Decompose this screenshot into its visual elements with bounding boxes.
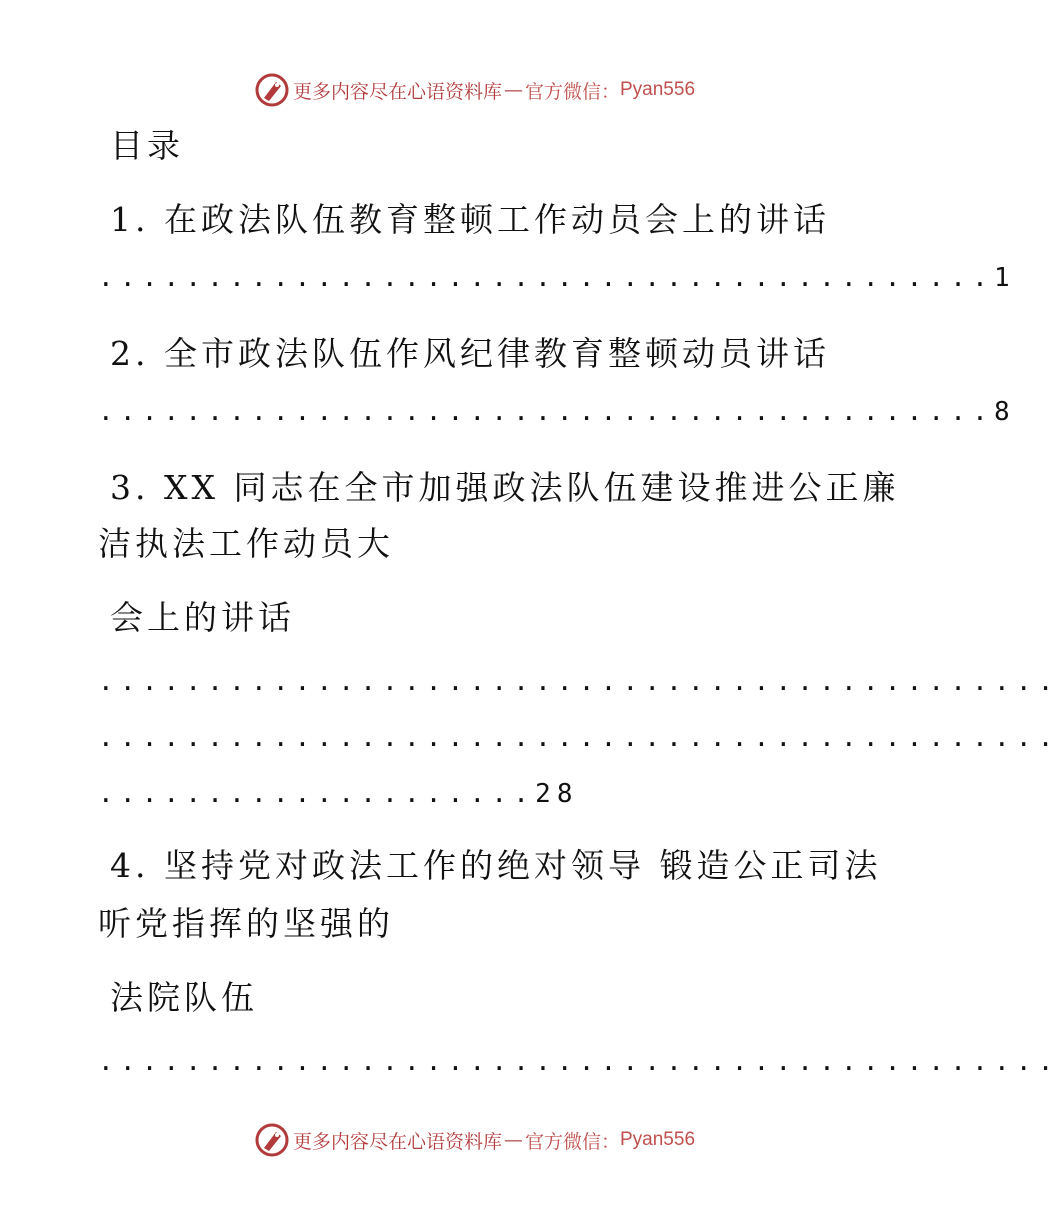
toc-entry-1-leader: .........................................1 — [98, 263, 1016, 293]
toc-entry-3-leader-3: ....................28 — [98, 779, 579, 809]
toc-entry-3-line-1: 3. XX 同志在全市加强政法队伍建设推进公正廉 — [110, 468, 900, 507]
toc-entry-1-line-1: 1. 在政法队伍教育整顿工作动员会上的讲话 — [110, 200, 830, 239]
toc-entry-2-line-1: 2. 全市政法队伍作风纪律教育整顿动员讲话 — [110, 334, 830, 373]
toc-entry-3-line-3: 会上的讲话 — [110, 598, 295, 637]
toc-entry-4-leader: ............................................ — [98, 1047, 1060, 1077]
watermark-separator: — — [503, 79, 523, 101]
toc-entry-4-line-2: 听党指挥的坚强的 — [98, 904, 394, 943]
toc-entry-3-leader-1: ............................................ — [98, 667, 1060, 697]
watermark-handle: Pyan556 — [620, 79, 696, 100]
toc-entry-4-line-3: 法院队伍 — [110, 978, 258, 1017]
watermark-contact-label: 官方微信： — [524, 80, 620, 103]
toc-entry-4-line-1: 4. 坚持党对政法工作的绝对领导 锻造公正司法 — [110, 846, 882, 885]
footer-watermark — [0, 1118, 950, 1162]
pen-nib-icon — [255, 1123, 289, 1157]
watermark-brand: 更多内容尽在心语资料库 — [292, 80, 502, 103]
watermark-separator: — — [503, 1129, 523, 1151]
toc-entry-2-leader: .........................................8 — [98, 397, 1016, 427]
watermark-handle: Pyan556 — [620, 1129, 696, 1150]
toc-title: 目录 — [110, 126, 184, 165]
toc-entry-3-line-2: 洁执法工作动员大 — [98, 524, 394, 563]
watermark-contact-label: 官方微信： — [524, 1130, 620, 1153]
watermark-brand: 更多内容尽在心语资料库 — [292, 1130, 502, 1153]
header-watermark — [0, 68, 950, 112]
toc-entry-3-leader-2: ............................................ — [98, 723, 1060, 753]
pen-nib-icon — [255, 73, 289, 107]
